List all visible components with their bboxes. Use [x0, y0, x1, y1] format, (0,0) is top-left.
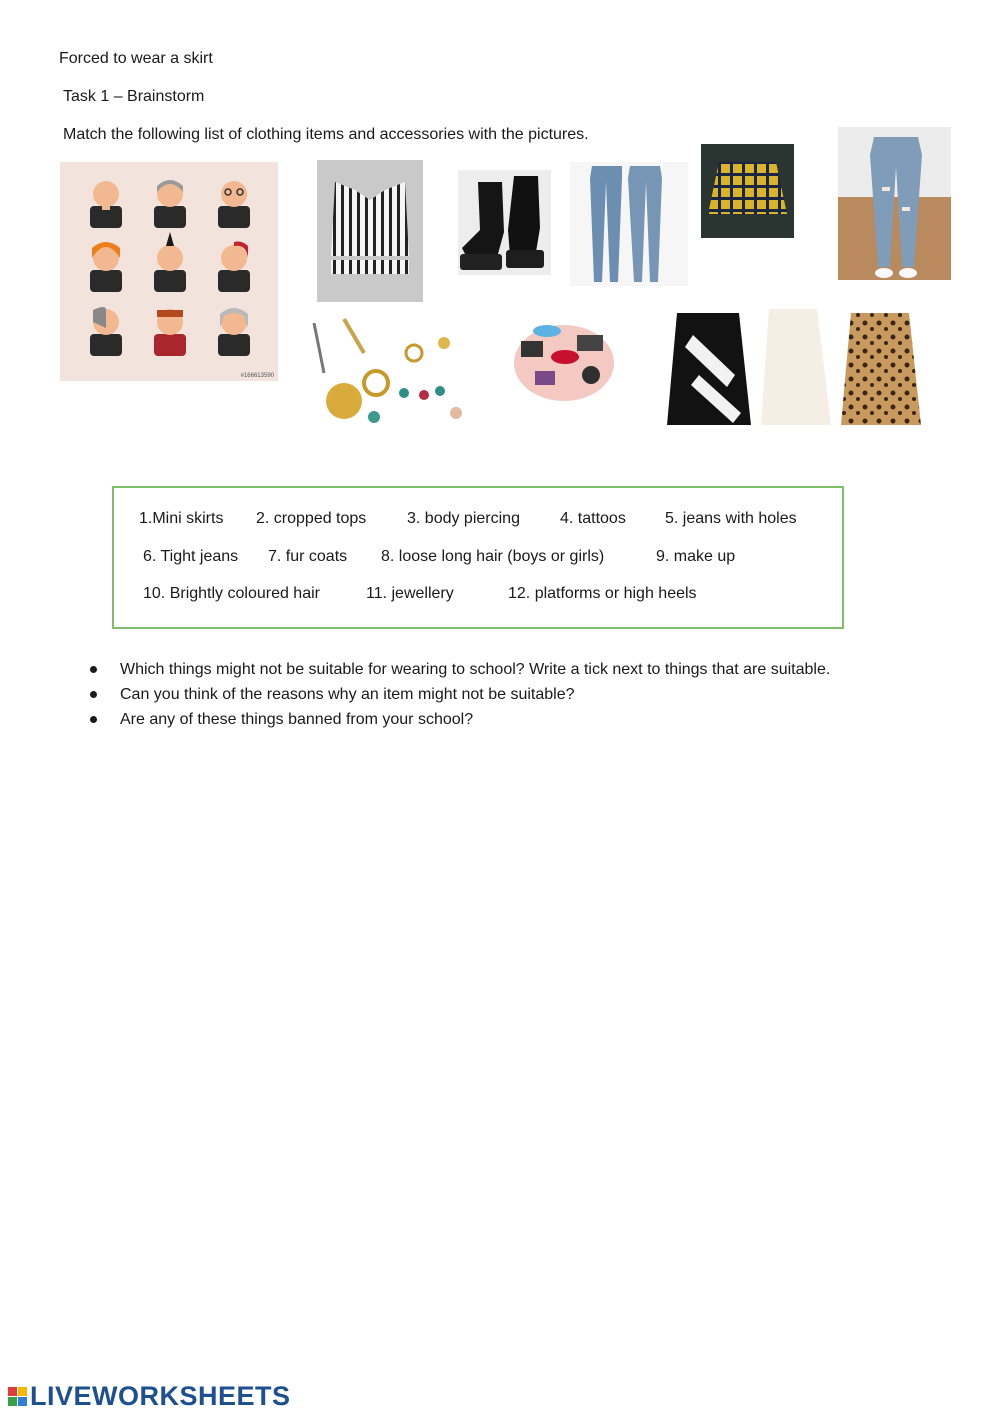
- faces-with-piercings-icon: [60, 162, 278, 381]
- makeup-image: [507, 317, 621, 405]
- striped-crop-top-icon: [317, 160, 423, 302]
- tight-jeans-icon: [570, 162, 688, 286]
- tight-jeans-image: [570, 162, 688, 286]
- plaid-mini-skirt-icon: [701, 144, 794, 238]
- crop-top-image: [317, 160, 423, 302]
- mini-skirt-image: [701, 144, 794, 238]
- question-item: [90, 660, 830, 685]
- word-item: 9. make up: [656, 548, 736, 565]
- instruction-text: Match the following list of clothing items and accessories with the pictures.: [63, 126, 589, 143]
- question-item: [90, 685, 830, 710]
- question-text: Are any of these things banned from your school?: [120, 711, 474, 728]
- question-list: [90, 660, 830, 735]
- jewellery-image: [304, 313, 474, 428]
- liveworksheets-logo: [8, 1381, 291, 1411]
- word-item: 8. loose long hair (boys or girls): [381, 548, 605, 565]
- fur-coats-icon: [665, 305, 928, 430]
- ripped-jeans-icon: [838, 127, 951, 280]
- word-item: 12. platforms or high heels: [508, 585, 697, 602]
- word-item: 10. Brightly coloured hair: [143, 585, 320, 602]
- word-item: 3. body piercing: [407, 510, 520, 527]
- bullet-icon: [90, 691, 97, 698]
- bullet-icon: [90, 716, 97, 723]
- faces-image: [60, 162, 278, 381]
- logo-text: LIVEWORKSHEETS: [30, 1380, 291, 1411]
- platform-boots-icon: [458, 170, 551, 275]
- question-item: [90, 710, 830, 735]
- word-item: 7. fur coats: [268, 548, 348, 565]
- question-text: Which things might not be suitable for wearing to school? Write a tick next to things that are suitable.: [120, 661, 831, 678]
- ripped-jeans-image: [838, 127, 951, 280]
- word-item: 1.Mini skirts: [139, 510, 224, 527]
- makeup-icon: [507, 317, 621, 405]
- question-text: Can you think of the reasons why an item might not be suitable?: [120, 686, 575, 703]
- fur-coats-image: [665, 305, 928, 430]
- task-heading: Task 1 – Brainstorm: [63, 88, 205, 105]
- word-item: 6. Tight jeans: [143, 548, 239, 565]
- page-title: Forced to wear a skirt: [59, 50, 213, 67]
- word-item: 11. jewellery: [366, 585, 454, 602]
- word-item: 4. tattoos: [560, 510, 626, 527]
- faces-caption: #166613590: [240, 373, 274, 379]
- word-item: 2. cropped tops: [256, 510, 367, 527]
- word-item: 5. jeans with holes: [665, 510, 797, 527]
- boots-image: [458, 170, 551, 275]
- bullet-icon: [90, 666, 97, 673]
- logo-mark-icon: [8, 1387, 27, 1406]
- word-list-box: [112, 486, 844, 629]
- jewellery-icon: [304, 313, 474, 428]
